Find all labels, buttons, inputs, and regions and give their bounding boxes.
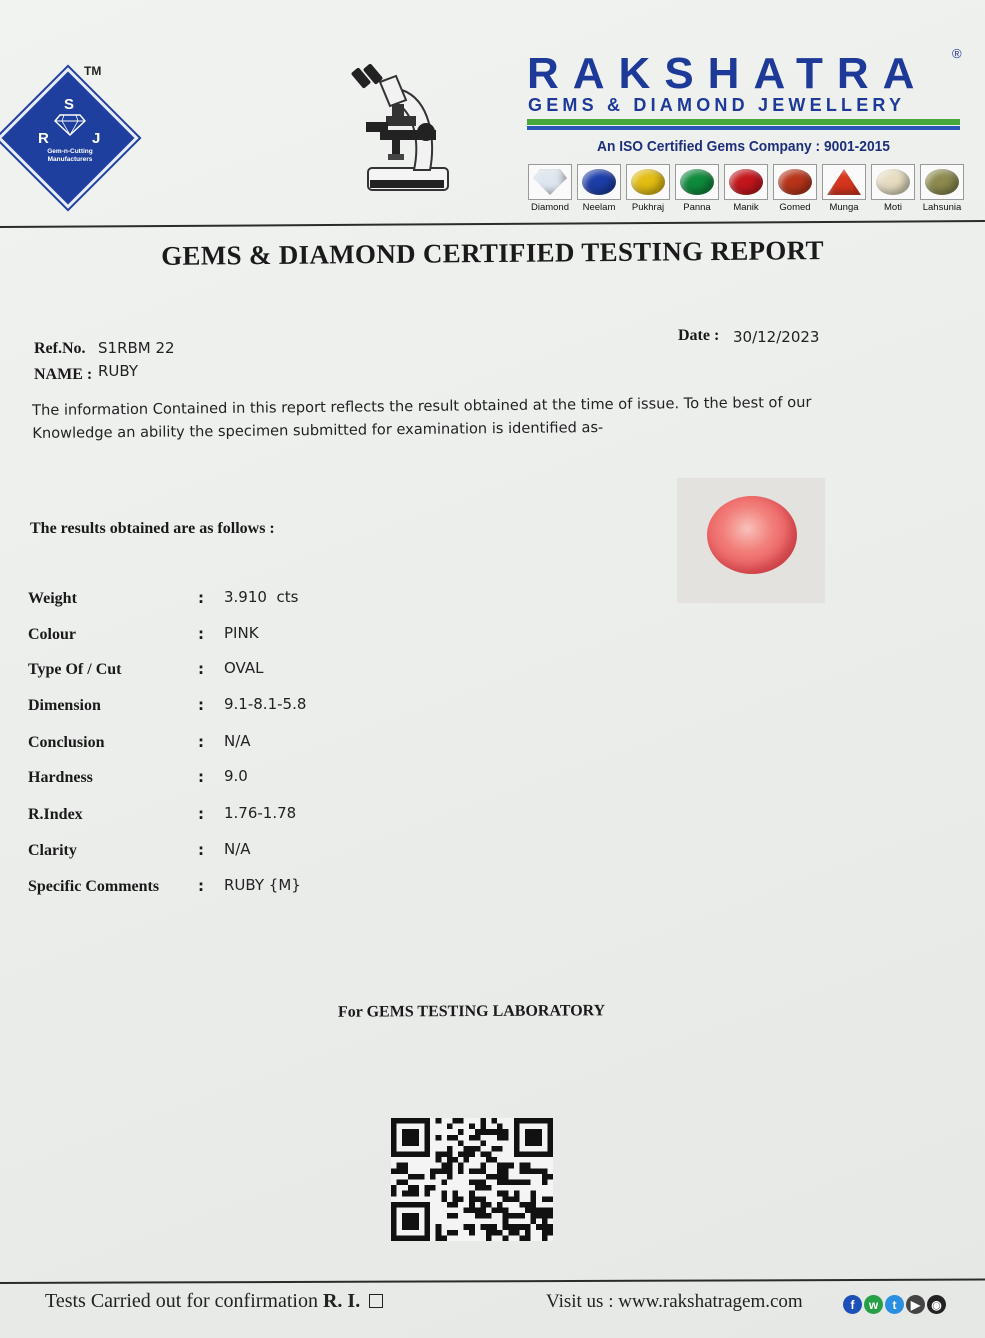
gem-stone-icon (729, 169, 763, 195)
property-colon: : (198, 589, 204, 607)
gem-swatch (773, 164, 817, 200)
property-label: Clarity (28, 842, 77, 859)
tests-note (45, 1290, 383, 1313)
gem-swatch (822, 164, 866, 200)
facebook-icon[interactable]: f (843, 1295, 862, 1314)
property-colon: : (198, 660, 204, 678)
gem-stone-icon (680, 169, 714, 195)
property-colon: : (198, 696, 204, 714)
gem-label: Diamond (530, 202, 570, 213)
gem-strip (527, 164, 967, 216)
name-label: NAME : (34, 366, 93, 383)
social-icons (843, 1295, 946, 1314)
registered-mark: ® (952, 46, 962, 61)
website-link[interactable]: Visit us : www.rakshatragem.com (546, 1291, 803, 1312)
gem-stone-icon (876, 169, 910, 195)
gem-diamond (527, 164, 573, 216)
gem-label: Panna (683, 202, 711, 213)
gem-stone-icon (925, 169, 959, 195)
microscope-icon (340, 60, 460, 195)
property-label: Conclusion (28, 734, 105, 751)
property-label: Specific Comments (28, 878, 160, 895)
company-logo (38, 96, 102, 166)
qr-code (391, 1117, 553, 1242)
instagram-icon[interactable]: ◉ (927, 1295, 946, 1314)
tests-text: Tests Carried out for confirmation (45, 1290, 318, 1312)
header-blue-bar (527, 126, 960, 130)
gem-moti (870, 164, 916, 216)
gem-swatch (528, 164, 572, 200)
property-value: 9.1-8.1-5.8 (224, 695, 307, 713)
gem-panna (674, 164, 720, 216)
whatsapp-icon[interactable]: w (864, 1295, 883, 1314)
gem-swatch (724, 164, 768, 200)
gem-lahsunia (919, 164, 965, 216)
ref-value: S1RBM 22 (98, 339, 175, 357)
gem-stone-icon (533, 169, 567, 195)
header-green-bar (527, 119, 960, 125)
lab-signature: For GEMS TESTING LABORATORY (337, 1002, 606, 1021)
property-label: Colour (28, 626, 76, 643)
property-value: 3.910 cts (224, 588, 299, 606)
gem-swatch (920, 164, 964, 200)
property-colon: : (198, 805, 204, 823)
logo-letter-s: S (64, 96, 75, 113)
date-value: 30/12/2023 (733, 328, 820, 346)
property-label: Hardness (28, 769, 93, 786)
property-value: N/A (224, 732, 251, 750)
logo-letter-r: R (38, 130, 49, 147)
property-colon: : (198, 733, 204, 751)
property-label: R.Index (28, 806, 83, 823)
property-label: Dimension (28, 697, 101, 714)
intro-line-2: Knowledge an ability the specimen submitted for examination is identified as- (32, 419, 604, 442)
property-value: PINK (224, 624, 259, 642)
gem-stone-icon (778, 169, 812, 195)
brand-tagline: GEMS & DIAMOND JEWELLERY (528, 95, 906, 115)
footer-divider (0, 1279, 985, 1284)
property-value: OVAL (224, 659, 264, 677)
gem-stone-icon (631, 169, 665, 195)
diamond-icon (54, 114, 86, 136)
gem-neelam (576, 164, 622, 216)
specimen-photo (677, 478, 825, 603)
ri-text: R. I. (322, 1290, 361, 1312)
gem-stone-icon (827, 169, 861, 195)
trademark-mark: TM (84, 64, 102, 78)
property-colon: : (198, 768, 204, 786)
gem-munga (821, 164, 867, 216)
intro-paragraph (32, 390, 892, 445)
gem-swatch (675, 164, 719, 200)
property-colon: : (198, 877, 204, 895)
property-label: Weight (28, 590, 77, 607)
gem-label: Munga (829, 202, 859, 213)
date-label: Date : (678, 327, 720, 344)
gem-label: Moti (884, 202, 902, 213)
property-value: 1.76-1.78 (224, 804, 297, 822)
gem-label: Lahsunia (922, 202, 962, 213)
report-title: GEMS & DIAMOND CERTIFIED TESTING REPORT (161, 235, 824, 271)
ref-label: Ref.No. (34, 340, 86, 357)
gem-pukhraj (625, 164, 671, 216)
gem-label: Pukhraj (631, 202, 665, 213)
logo-tagline: Gem-n-Cutting Manufacturers (47, 148, 93, 163)
iso-certification: An ISO Certified Gems Company : 9001-2015 (597, 138, 890, 155)
logo-letter-j: J (92, 130, 101, 147)
results-heading: The results obtained are as follows : (30, 520, 275, 537)
brand-name: RAKSHATRA (527, 49, 929, 98)
header-divider (0, 220, 985, 228)
gem-label: Gomed (779, 202, 811, 213)
gem-swatch (871, 164, 915, 200)
ruby-stone-image (707, 496, 797, 574)
gem-gomed (772, 164, 818, 216)
gem-swatch (577, 164, 621, 200)
gem-label: Manik (733, 202, 759, 213)
property-value: N/A (224, 840, 251, 858)
ri-checkbox (369, 1294, 383, 1308)
gem-swatch (626, 164, 670, 200)
property-label: Type Of / Cut (28, 661, 122, 678)
gem-manik (723, 164, 769, 216)
youtube-icon[interactable]: ▶ (906, 1295, 925, 1314)
property-value: 9.0 (224, 767, 248, 785)
property-colon: : (198, 841, 204, 859)
property-colon: : (198, 625, 204, 643)
gem-stone-icon (582, 169, 616, 195)
intro-line-1: The information Contained in this report reflects the result obtained at the time of issue. To the best of our (32, 393, 812, 419)
property-value: RUBY {M} (224, 876, 301, 894)
twitter-icon[interactable]: t (885, 1295, 904, 1314)
name-value: RUBY (98, 362, 139, 380)
gem-label: Neelam (582, 202, 616, 213)
